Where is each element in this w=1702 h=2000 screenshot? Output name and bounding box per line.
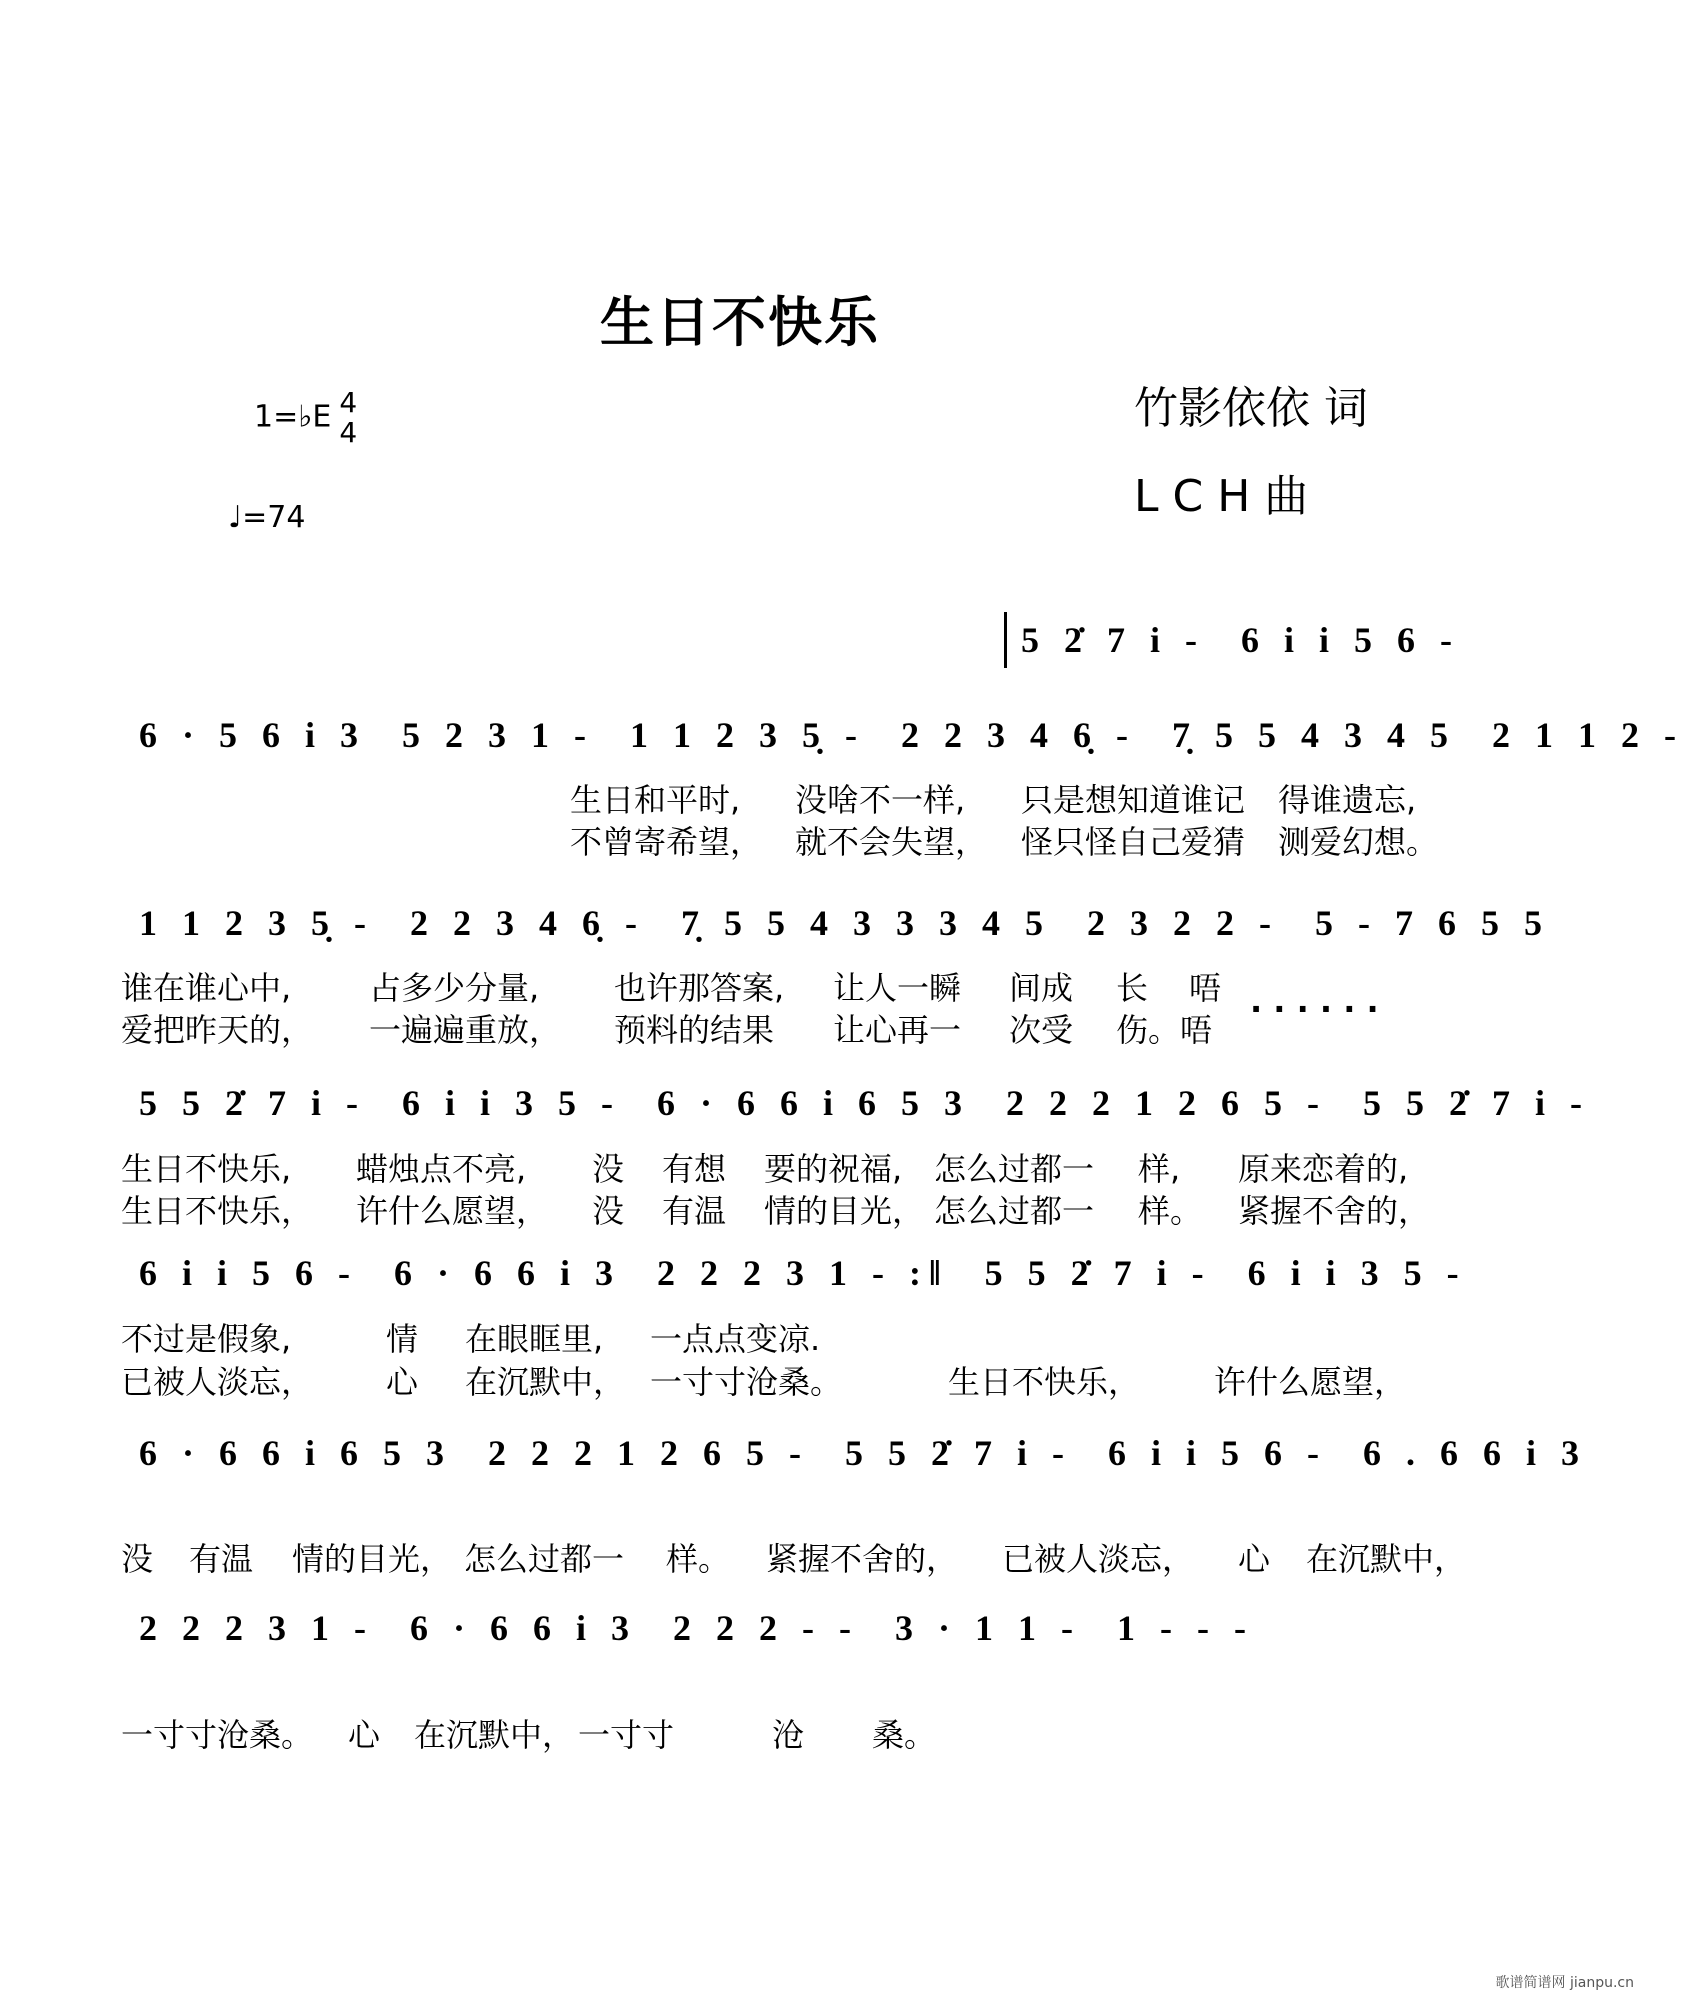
lyricist-credit: 竹影依依 词 [1134, 383, 1368, 434]
notation-row [121, 1243, 1466, 1303]
lyric: 没 [592, 1192, 625, 1230]
lyric: 只是想知道谁记 [1021, 781, 1246, 819]
lyric: 许什么愿望， [356, 1192, 549, 1230]
lyric: 怪只怪自己爱猜 [1021, 823, 1246, 861]
lyric: 唔 [1189, 969, 1222, 1007]
lyric: 一寸寸 [578, 1716, 675, 1754]
measure: 6 i i 3 5 - [1247, 1253, 1467, 1293]
lyric: 在沉默中， [414, 1716, 575, 1754]
measure: 6 i i 5 6 - [1241, 620, 1460, 660]
lyric: 得谁遗忘, [1278, 781, 1417, 819]
measure: 2 2 2 1 2 6 5 - [1006, 1083, 1328, 1123]
lyric: 生日和平时, [570, 781, 741, 819]
measure: 6 · 5 6 i 3 [139, 715, 367, 755]
lyric: 爱把昨天的， [121, 1011, 314, 1049]
lyric: 间成 [1009, 969, 1074, 1007]
measure: 6 · 6 6 i 3 [394, 1253, 622, 1293]
measure: 6 . 6 6 i 3 [1363, 1433, 1588, 1473]
lyric: 次受 [1009, 1011, 1074, 1049]
measure: 5 - 7 6 5 5 [1315, 903, 1550, 943]
song-title: 生日不快乐 [600, 291, 880, 354]
lyric: 怎么过都一 [464, 1540, 625, 1578]
lyric: 紧握不舍的， [766, 1540, 959, 1578]
measure: 6 · 6 6 i 3 [410, 1608, 638, 1648]
notation-row [1000, 610, 1466, 670]
measure: 6 i i 3 5 - [402, 1083, 621, 1123]
measure: 1 1 2 3 5̣ - [630, 715, 866, 755]
measure: 5 2 3 1 - [402, 715, 595, 755]
key-signature [254, 388, 357, 448]
lyric: 紧握不舍的， [1238, 1192, 1431, 1230]
measure: 1 1 2 3 5̣ - [139, 903, 374, 943]
watermark: 歌谱简谱网 jianpu.cn [1495, 1975, 1634, 1991]
lyric: 有想 [662, 1150, 727, 1188]
measure: 2 2 2 - - [673, 1608, 859, 1648]
lyric: 一点点变凉. [650, 1320, 821, 1358]
lyric: 就不会失望， [795, 823, 988, 861]
notation-row [121, 893, 1550, 953]
lyric: 生日不快乐， [121, 1192, 314, 1230]
lyric: 在沉默中， [1306, 1540, 1467, 1578]
measure: 5 5 2̇ 7 i - [139, 1083, 366, 1123]
lyric: 一寸寸沧桑。 [650, 1363, 843, 1401]
lyric: 原来恋着的, [1238, 1150, 1409, 1188]
lyric: 要的祝福, [764, 1150, 903, 1188]
measure: 2 2 2 3 1 - :‖ [657, 1253, 949, 1293]
lyric: 占多少分量, [369, 969, 540, 1007]
measure: 2 2 3 4 6̣ - [410, 903, 645, 943]
lyric: 蜡烛点不亮, [356, 1150, 527, 1188]
lyric: 测爱幻想。 [1278, 823, 1439, 861]
time-signature [339, 388, 357, 448]
ellipsis: · · · · · · [1250, 990, 1379, 1028]
lyric: 也许那答案, [614, 969, 785, 1007]
lyric: 一寸寸沧桑。 [121, 1716, 314, 1754]
lyric: 长 [1116, 969, 1149, 1007]
lyric: 情的目光， [292, 1540, 453, 1578]
lyric: 一遍遍重放， [369, 1011, 562, 1049]
lyric: 不过是假象, [121, 1320, 292, 1358]
lyric: 没 [592, 1150, 625, 1188]
measure: 3 · 1 1 - [895, 1608, 1081, 1648]
lyric: 在沉默中， [465, 1363, 626, 1401]
measure: 7̣ 5 5 4 3 4 5 [1172, 715, 1457, 755]
measure: 1 - - - [1117, 1608, 1254, 1648]
measure: 2 3 2 2 - [1087, 903, 1279, 943]
notation-row [121, 1598, 1254, 1658]
lyric: 样。 [1138, 1192, 1203, 1230]
lyric: 心 [1238, 1540, 1271, 1578]
lyric: 预料的结果 [614, 1011, 775, 1049]
measure: 7̣ 5 5 4 3 3 3 4 5 [681, 903, 1051, 943]
measure: 2 2 2 3 1 - [139, 1608, 374, 1648]
lyric: 伤。唔 [1116, 1011, 1213, 1049]
composer-credit: L C H 曲 [1134, 471, 1309, 522]
lyric: 心 [386, 1363, 419, 1401]
lyric: 已被人淡忘， [121, 1363, 314, 1401]
lyric: 样。 [666, 1540, 731, 1578]
measure: 5 2̇ 7 i - [1021, 620, 1205, 660]
measure: 6 · 6 6 i 6 5 3 [657, 1083, 971, 1123]
measure: 2 2 3 4 6̣ - [901, 715, 1137, 755]
lyric: 有温 [662, 1192, 727, 1230]
lyric: 沧 [772, 1716, 805, 1754]
lyric: 让人一瞬 [833, 969, 962, 1007]
lyric: 生日不快乐， [948, 1363, 1141, 1401]
lyric: 生日不快乐, [121, 1150, 292, 1188]
lyric: 已被人淡忘， [1002, 1540, 1195, 1578]
notation-row [121, 1423, 1588, 1483]
measure: 6 · 6 6 i 6 5 3 [139, 1433, 453, 1473]
time-sig-bottom: 4 [339, 416, 358, 449]
notation-row [121, 705, 1685, 765]
key-label: 1=♭E [254, 399, 332, 435]
lyric: 许什么愿望， [1214, 1363, 1407, 1401]
time-sig-top: 4 [339, 386, 358, 419]
lyric: 让心再一 [833, 1011, 962, 1049]
tempo-marking: ♩=74 [228, 500, 306, 535]
lyric: 没啥不一样, [795, 781, 966, 819]
lyric: 不曾寄希望， [570, 823, 763, 861]
lyric: 桑。 [872, 1716, 937, 1754]
lyric: 谁在谁心中, [121, 969, 292, 1007]
lyric: 情的目光， [764, 1192, 925, 1230]
measure: 5 5 2̇ 7 i - [984, 1253, 1212, 1293]
measure: 6 i i 5 6 - [139, 1253, 358, 1293]
lyric: 情 [386, 1320, 419, 1358]
lyric: 在眼眶里, [465, 1320, 604, 1358]
lyric: 有温 [189, 1540, 254, 1578]
lyric: 怎么过都一 [934, 1150, 1095, 1188]
lyric: 怎么过都一 [934, 1192, 1095, 1230]
lyric: 没 [121, 1540, 154, 1578]
notation-row [121, 1073, 1591, 1133]
measure: 5 5 2̇ 7 i - [1363, 1083, 1591, 1123]
measure: 5 5 2̇ 7 i - [845, 1433, 1073, 1473]
measure: 2 1 1 2 - [1492, 715, 1685, 755]
measure: 2 2 2 1 2 6 5 - [488, 1433, 810, 1473]
lyric: 样, [1138, 1150, 1181, 1188]
lyric: 心 [348, 1716, 381, 1754]
measure: 6 i i 5 6 - [1108, 1433, 1328, 1473]
